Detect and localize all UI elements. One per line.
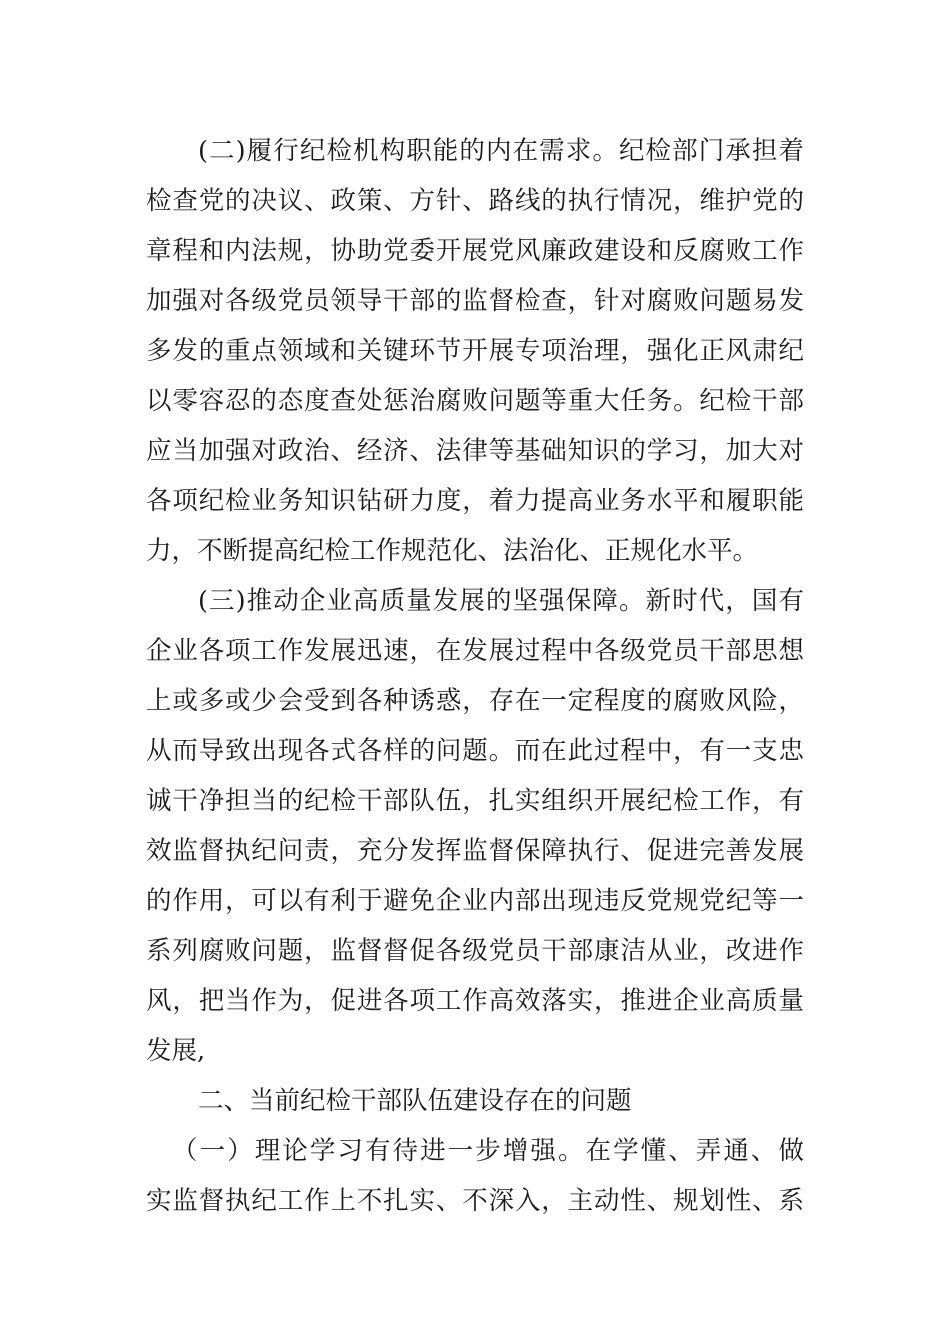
paragraph-3-line-3: 上或多或少会受到各种诱惑，存在一定程度的腐败风险， xyxy=(146,686,804,716)
paragraph-3-line-7: 的作用，可以有利于避免企业内部出现违反党规党纪等一 xyxy=(146,886,804,916)
paragraph-2-line-6: 以零容忍的态度查处惩治腐败问题等重大任务。纪检干部 xyxy=(146,386,804,416)
paragraph-2-line-2: 检查党的决议、政策、方针、路线的执行情况，维护党的 xyxy=(146,186,804,216)
paragraph-3-line-4: 从而导致出现各式各样的问题。而在此过程中，有一支忠 xyxy=(146,736,804,766)
paragraph-3-line-1: (三)推动企业高质量发展的坚强保障。新时代，国有 xyxy=(198,586,804,616)
paragraph-3-line-10: 发展, xyxy=(146,1036,206,1066)
paragraph-3-line-2: 企业各项工作发展迅速，在发展过程中各级党员干部思想 xyxy=(146,636,804,666)
paragraph-2-line-8: 各项纪检业务知识钻研力度，着力提高业务水平和履职能 xyxy=(146,486,804,516)
section-heading: 二、当前纪检干部队伍建设存在的问题 xyxy=(198,1086,632,1116)
paragraph-3-line-5: 诚干净担当的纪检干部队伍，扎实组织开展纪检工作，有 xyxy=(146,786,804,816)
paragraph-2-line-9: 力，不断提高纪检工作规范化、法治化、正规化水平。 xyxy=(146,536,759,566)
paragraph-4-line-1: （一）理论学习有待进一步增强。在学懂、弄通、做 xyxy=(172,1136,804,1166)
paragraph-2-line-4: 加强对各级党员领导干部的监督检查，针对腐败问题易发 xyxy=(146,286,804,316)
paragraph-3-line-6: 效监督执纪问责，充分发挥监督保障执行、促进完善发展 xyxy=(146,836,804,866)
paragraph-2-line-5: 多发的重点领域和关键环节开展专项治理，强化正风肃纪 xyxy=(146,336,804,366)
paragraph-3-line-9: 风，把当作为，促进各项工作高效落实，推进企业高质量 xyxy=(146,986,804,1016)
paragraph-3-line-8: 系列腐败问题，监督督促各级党员干部康洁从业，改进作 xyxy=(146,936,804,966)
paragraph-2-line-7: 应当加强对政治、经济、法律等基础知识的学习，加大对 xyxy=(146,436,804,466)
paragraph-2-line-3: 章程和内法规，协助党委开展党风廉政建设和反腐败工作 xyxy=(146,236,804,266)
paragraph-4-line-2: 实监督执纪工作上不扎实、不深入，主动性、规划性、系 xyxy=(146,1186,804,1216)
paragraph-2-line-1: (二)履行纪检机构职能的内在需求。纪检部门承担着 xyxy=(198,136,804,166)
